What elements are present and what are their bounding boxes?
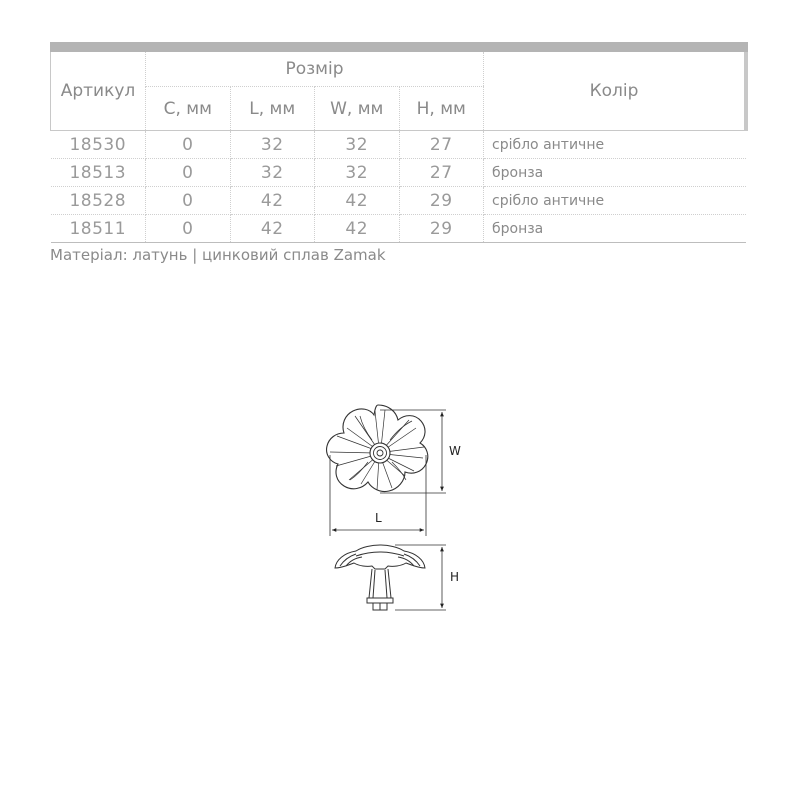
cell-color: бронза xyxy=(484,159,747,187)
table-row xyxy=(51,215,747,243)
header-dim-l: L, мм xyxy=(230,87,315,131)
cell-c: 0 xyxy=(146,187,231,215)
cell-w: 32 xyxy=(315,159,400,187)
header-dim-c: С, мм xyxy=(146,87,231,131)
cell-color: срібло античне xyxy=(484,131,747,159)
cell-l: 32 xyxy=(230,159,315,187)
cell-article: 18513 xyxy=(51,159,146,187)
cell-l: 32 xyxy=(230,131,315,159)
cell-c: 0 xyxy=(146,131,231,159)
cell-article: 18528 xyxy=(51,187,146,215)
table-top-bar xyxy=(50,42,748,52)
cell-h: 27 xyxy=(399,159,484,187)
table-row xyxy=(51,187,747,215)
cell-article: 18511 xyxy=(51,215,146,243)
dimension-h xyxy=(395,545,446,610)
cell-h: 29 xyxy=(399,215,484,243)
header-color: Колір xyxy=(484,52,747,131)
header-size-group: Розмір xyxy=(146,52,484,87)
table-row xyxy=(51,131,747,159)
table-row xyxy=(51,159,747,187)
cell-l: 42 xyxy=(230,187,315,215)
knob-technical-drawing xyxy=(300,395,500,625)
spec-table xyxy=(50,52,748,243)
label-w: W xyxy=(449,444,461,458)
cell-h: 27 xyxy=(399,131,484,159)
cell-c: 0 xyxy=(146,159,231,187)
header-dim-h: H, мм xyxy=(399,87,484,131)
header-dim-w: W, мм xyxy=(315,87,400,131)
label-h: H xyxy=(450,570,460,584)
spec-table-wrap xyxy=(50,42,748,243)
cell-color: бронза xyxy=(484,215,747,243)
cell-w: 32 xyxy=(315,131,400,159)
material-note: Матеріал: латунь | цинковий сплав Zamak xyxy=(50,246,386,264)
cell-w: 42 xyxy=(315,215,400,243)
cell-h: 29 xyxy=(399,187,484,215)
knob-top-view xyxy=(327,405,428,492)
label-l: L xyxy=(375,511,382,525)
cell-color: срібло античне xyxy=(484,187,747,215)
cell-article: 18530 xyxy=(51,131,146,159)
cell-c: 0 xyxy=(146,215,231,243)
header-article: Артикул xyxy=(51,52,146,131)
cell-w: 42 xyxy=(315,187,400,215)
knob-side-view xyxy=(335,545,425,610)
cell-l: 42 xyxy=(230,215,315,243)
